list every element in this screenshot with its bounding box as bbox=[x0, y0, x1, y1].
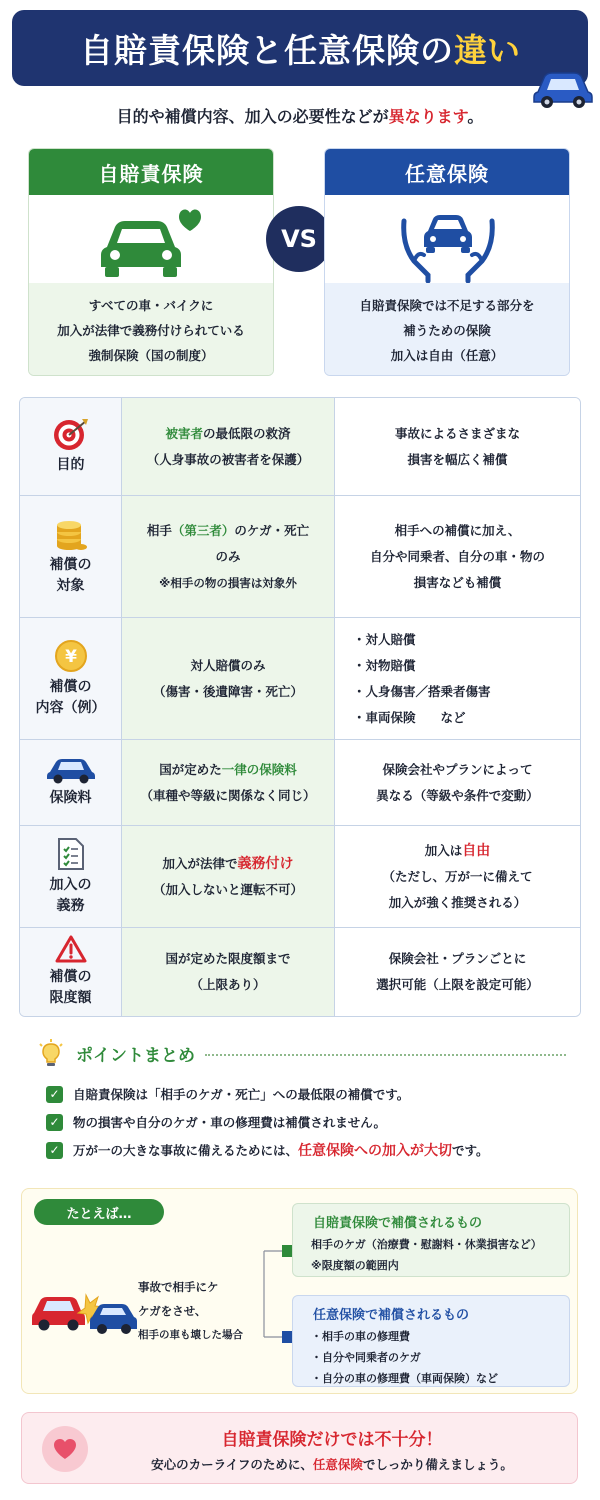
check-icon: ✓ bbox=[46, 1142, 63, 1159]
card-line: 加入は自由（任意） bbox=[390, 347, 504, 363]
cell-text: （人身事故の被害者を保護） bbox=[146, 451, 310, 467]
point-text: です。 bbox=[452, 1143, 489, 1158]
cell-text: 国が定めた限度額まで bbox=[165, 951, 291, 966]
bullet-item: ・ 対人賠償 bbox=[353, 627, 416, 653]
coins-icon bbox=[54, 517, 88, 551]
row-label bbox=[20, 398, 122, 495]
card-nini-text bbox=[325, 283, 569, 376]
cell-emphasis: 自由 bbox=[462, 842, 491, 859]
cell-text: 異なる（等級や条件で変動） bbox=[376, 787, 539, 803]
cell-text: 自分や同乗者、自分の車・物の bbox=[369, 548, 545, 564]
subtitle-end: 。 bbox=[467, 107, 484, 126]
cell-text: の最低限の救済 bbox=[203, 425, 291, 441]
example-text: ケガをさせ、 bbox=[138, 1304, 207, 1318]
subtitle-emphasis: 異なります bbox=[388, 107, 468, 126]
box-line: ・自分や同乗者のケガ bbox=[311, 1351, 421, 1364]
car-collision-icon bbox=[30, 1273, 140, 1343]
target-icon bbox=[52, 417, 90, 451]
cell-nini bbox=[335, 398, 580, 495]
card-line: 自賠責保険では不足する部分を bbox=[359, 297, 535, 313]
cell-text: 国が定めた bbox=[159, 761, 222, 777]
check-icon: ✓ bbox=[46, 1114, 63, 1131]
cell-text: 損害を幅広く補償 bbox=[407, 451, 508, 467]
conclusion-banner bbox=[21, 1412, 578, 1484]
lightbulb-icon bbox=[36, 1038, 66, 1068]
example-text: 相手の車も壊した場合 bbox=[138, 1329, 243, 1341]
car-heart-icon bbox=[95, 203, 215, 283]
conclusion-title: 自賠責保険だけでは不十分！ bbox=[221, 1430, 443, 1450]
table-row bbox=[20, 928, 580, 1016]
cell-jibaiseki bbox=[122, 740, 335, 825]
cell-text: （車種や等級に関係なく同じ） bbox=[140, 787, 316, 803]
cell-text: 保険会社やプランによって bbox=[382, 761, 533, 777]
example-tag: たとえば… bbox=[34, 1199, 164, 1225]
bullet-item: ・ 人身傷害／搭乗者傷害 bbox=[353, 679, 491, 705]
conclusion-part: 安心のカーライフのために、 bbox=[151, 1457, 313, 1472]
row-label-text: 内容（例） bbox=[35, 699, 106, 716]
cell-jibaiseki bbox=[122, 398, 335, 495]
table-row bbox=[20, 496, 580, 618]
example-description bbox=[138, 1275, 268, 1347]
cell-nini bbox=[335, 740, 580, 825]
row-label bbox=[20, 618, 122, 739]
list-item bbox=[46, 1108, 576, 1136]
cell-emphasis: 被害者 bbox=[165, 425, 203, 441]
conclusion-part: でしっかり備えましょう。 bbox=[362, 1457, 513, 1472]
list-item bbox=[46, 1080, 576, 1108]
yen-icon bbox=[54, 639, 88, 673]
card-nini bbox=[324, 148, 570, 376]
table-row bbox=[20, 826, 580, 928]
dotted-divider bbox=[205, 1054, 566, 1056]
jibaiseki-coverage-box bbox=[292, 1203, 570, 1277]
bullet-item: ・ 対物賠償 bbox=[353, 653, 416, 679]
subtitle bbox=[0, 104, 600, 127]
cell-text: （加入しないと運転不可） bbox=[152, 881, 303, 897]
cell-text: （上限あり） bbox=[190, 977, 266, 992]
cell-nini bbox=[335, 496, 580, 617]
row-label-text: 義務 bbox=[56, 897, 85, 914]
row-label-text: 補償の bbox=[49, 969, 92, 985]
page-title: 自賠責保険と任意保険の bbox=[80, 30, 454, 70]
warning-icon bbox=[55, 935, 87, 963]
box-line: ※限度額の範囲内 bbox=[311, 1259, 399, 1272]
card-line: 補うための保険 bbox=[403, 322, 491, 338]
row-label bbox=[20, 826, 122, 927]
cell-text: 加入が強く推奨される） bbox=[388, 894, 527, 910]
cell-text: のみ bbox=[215, 548, 241, 564]
card-jibaiseki bbox=[28, 148, 274, 376]
comparison-table bbox=[19, 397, 581, 1017]
row-label-text: 補償の bbox=[49, 556, 92, 573]
point-text: 自賠責保険は「相手のケガ・死亡」への最低限の補償です。 bbox=[73, 1087, 410, 1102]
row-label-text: 保険料 bbox=[49, 790, 92, 806]
conclusion-emphasis: 任意保険 bbox=[312, 1457, 363, 1472]
heart-badge bbox=[42, 1426, 88, 1472]
box-line: 相手のケガ（治療費・慰謝料・休業損害など） bbox=[311, 1238, 542, 1251]
list-item bbox=[46, 1136, 576, 1164]
box-line: ・相手の車の修理費 bbox=[311, 1330, 410, 1343]
subtitle-text: 目的や補償内容、加入の必要性などが bbox=[116, 107, 389, 126]
cell-nini bbox=[335, 618, 580, 739]
bullet-item: ・ 車両保険 など bbox=[353, 705, 466, 731]
vs-badge: VS bbox=[266, 206, 332, 272]
cell-note: ※相手の物の損害は対象外 bbox=[159, 575, 297, 590]
cell-text: 保険会社・プランごとに bbox=[388, 951, 527, 966]
example-text: 事故で相手にケ bbox=[138, 1280, 219, 1294]
cell-jibaiseki bbox=[122, 496, 335, 617]
card-jibaiseki-text bbox=[29, 283, 273, 376]
cell-text: 加入が法律で bbox=[162, 855, 238, 871]
row-label-text: 補償の bbox=[49, 678, 92, 695]
table-row bbox=[20, 398, 580, 496]
cell-jibaiseki bbox=[122, 928, 335, 1016]
cell-emphasis: 一律の保険料 bbox=[221, 761, 297, 777]
cell-text: 事故によるさまざまな bbox=[394, 425, 520, 441]
cell-nini bbox=[335, 928, 580, 1016]
cell-text: 損害なども補償 bbox=[413, 574, 502, 590]
cell-jibaiseki bbox=[122, 826, 335, 927]
row-label bbox=[20, 740, 122, 825]
points-heading-row bbox=[36, 1038, 566, 1068]
svg-text:¥: ¥ bbox=[64, 646, 77, 667]
check-icon: ✓ bbox=[46, 1086, 63, 1103]
row-label-text: 目的 bbox=[56, 457, 85, 473]
cell-text: 相手への補償に加え、 bbox=[394, 522, 521, 538]
table-row bbox=[20, 740, 580, 826]
card-nini-title: 任意保険 bbox=[325, 149, 569, 195]
cell-emphasis: 義務付け bbox=[237, 855, 294, 872]
row-label bbox=[20, 496, 122, 617]
hands-car-icon bbox=[398, 201, 498, 283]
cell-text: 加入は bbox=[424, 842, 463, 858]
conclusion-text bbox=[92, 1455, 572, 1473]
cell-text: （傷害・後遺障害・死亡） bbox=[152, 683, 303, 699]
card-jibaiseki-title: 自賠責保険 bbox=[29, 149, 273, 195]
car-icon bbox=[532, 62, 594, 110]
row-label-text: 対象 bbox=[56, 577, 85, 594]
cell-text: （ただし、万が一に備えて bbox=[382, 868, 533, 884]
page-title-highlight: 違い bbox=[454, 30, 520, 70]
points-list bbox=[46, 1080, 576, 1164]
cell-text: 相手（第三者）のケガ・死亡 bbox=[146, 522, 310, 538]
row-label-text: 限度額 bbox=[49, 990, 92, 1006]
table-row bbox=[20, 618, 580, 740]
box-title: 自賠責保険で補償されるもの bbox=[313, 1216, 483, 1231]
card-line: すべての車・バイクに bbox=[88, 297, 214, 313]
point-emphasis: 任意保険への加入が大切 bbox=[298, 1143, 453, 1159]
cell-nini bbox=[335, 826, 580, 927]
card-line: 加入が法律で義務付けられている bbox=[57, 322, 245, 338]
point-text: 万が一の大きな事故に備えるためには、 bbox=[73, 1143, 299, 1158]
cell-text: 選択可能（上限を設定可能） bbox=[376, 977, 539, 992]
points-heading: ポイントまとめ bbox=[76, 1045, 195, 1066]
row-label bbox=[20, 928, 122, 1016]
heart-icon bbox=[53, 1438, 77, 1460]
checklist-icon bbox=[56, 837, 86, 871]
title-banner bbox=[12, 10, 588, 86]
row-label-text: 加入の bbox=[49, 876, 92, 893]
card-line: 強制保険（国の制度） bbox=[88, 347, 214, 363]
car-icon bbox=[46, 756, 96, 784]
nini-coverage-box bbox=[292, 1295, 570, 1387]
box-line: ・自分の車の修理費（車両保険）など bbox=[311, 1372, 498, 1385]
example-panel bbox=[21, 1188, 578, 1394]
point-text: 物の損害や自分のケガ・車の修理費は補償されません。 bbox=[73, 1115, 387, 1130]
box-title: 任意保険で補償されるもの bbox=[313, 1308, 470, 1323]
cell-jibaiseki bbox=[122, 618, 335, 739]
cell-text: 対人賠償のみ bbox=[190, 657, 266, 673]
